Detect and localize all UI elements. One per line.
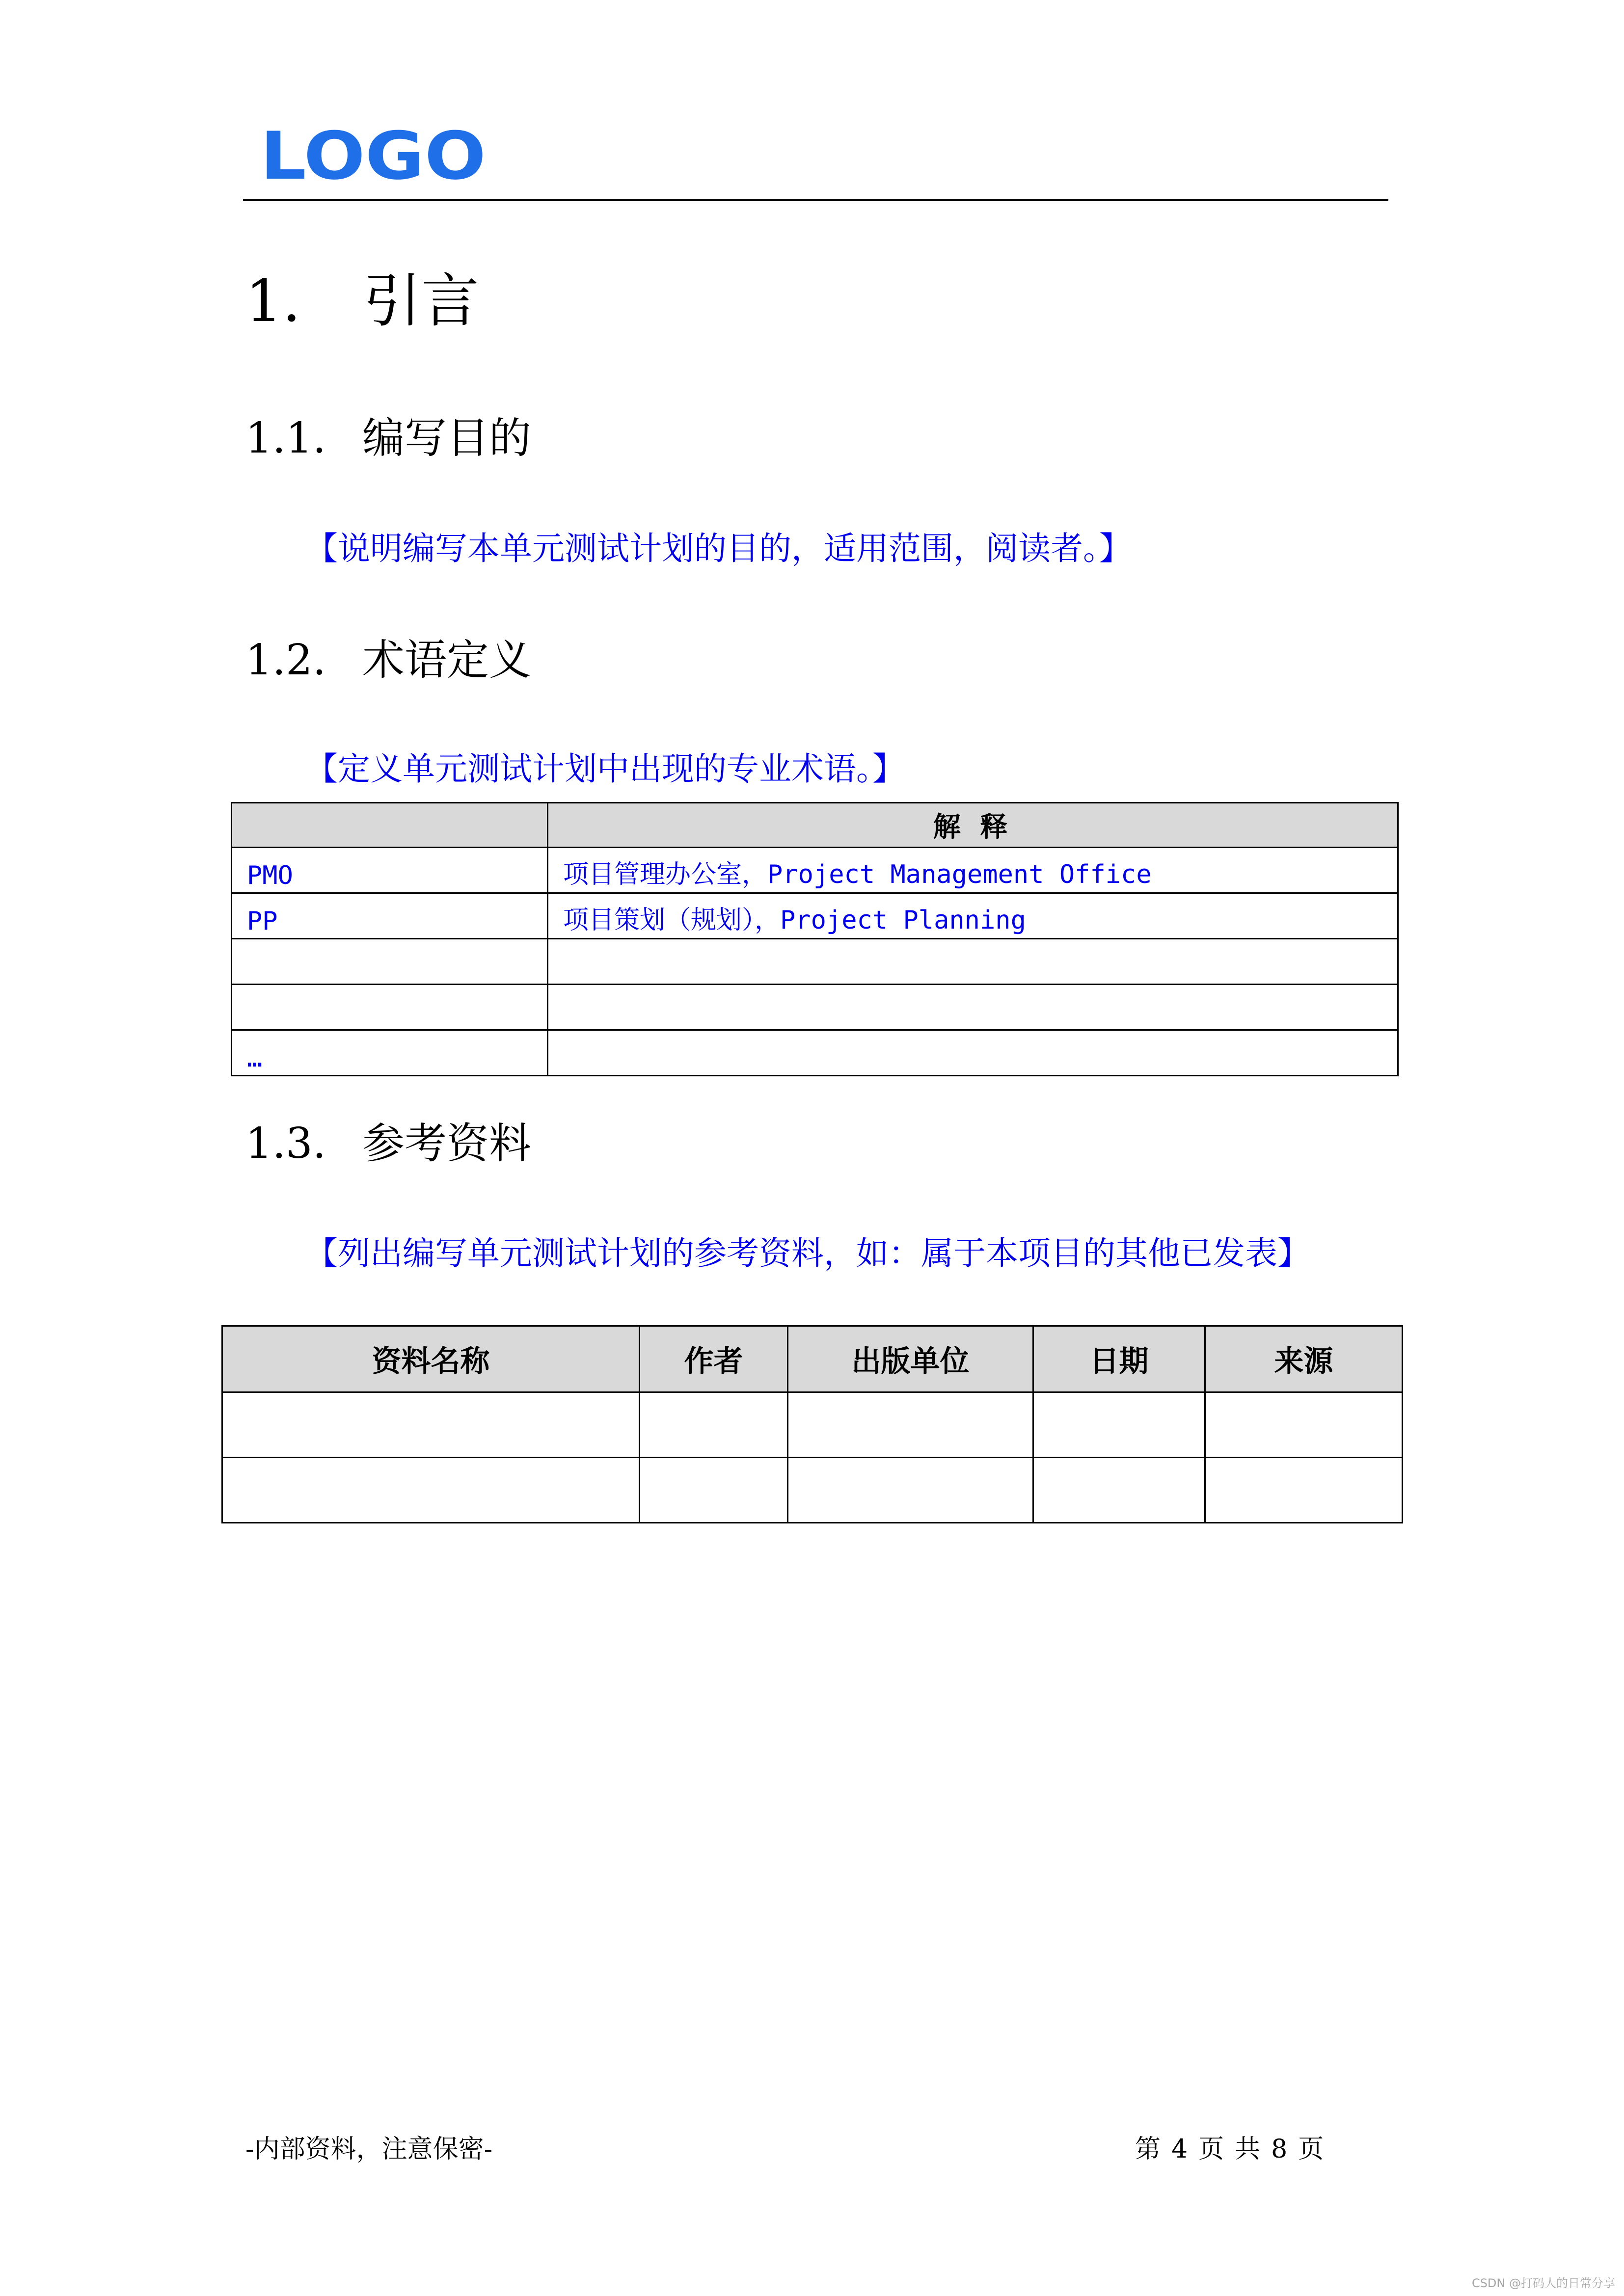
table-row — [232, 893, 1398, 939]
section-1-3-note: 【列出编写单元测试计划的参考资料，如：属于本项目的其他已发表】 — [305, 1234, 1310, 1272]
term-cell: PP — [232, 893, 548, 939]
table-cell — [1033, 1392, 1205, 1458]
terms-header-explanation: 解 释 — [548, 803, 1398, 848]
refs-header-name: 资料名称 — [222, 1326, 640, 1392]
page-current: 4 — [1171, 2135, 1188, 2164]
term-cell: … — [232, 1030, 548, 1076]
table-cell — [1205, 1392, 1403, 1458]
table-cell — [222, 1458, 640, 1523]
table-cell — [1033, 1458, 1205, 1523]
page-suffix: 页 — [1298, 2135, 1324, 2164]
section-1-2-number: 1.2. — [245, 636, 326, 685]
references-table-header-row — [222, 1326, 1403, 1392]
watermark: CSDN @打码人的日常分享 — [1471, 2276, 1615, 2290]
table-cell — [788, 1392, 1033, 1458]
explanation-cell — [548, 1030, 1398, 1076]
table-row — [232, 985, 1398, 1030]
refs-header-publisher: 出版单位 — [788, 1326, 1033, 1392]
references-table — [221, 1325, 1403, 1523]
table-row — [222, 1392, 1403, 1458]
section-1-1-number: 1.1. — [245, 414, 326, 463]
page-total: 8 — [1271, 2135, 1288, 2164]
table-cell — [788, 1458, 1033, 1523]
explanation-cell: 项目管理办公室，Project Management Office — [548, 848, 1398, 893]
explanation-cell — [548, 939, 1398, 985]
table-row — [222, 1458, 1403, 1523]
section-1-1-note: 【说明编写本单元测试计划的目的，适用范围，阅读者。】 — [305, 530, 1132, 567]
footer-page-number — [1135, 2132, 1334, 2166]
section-1-3-number: 1.3. — [245, 1119, 326, 1168]
section-1-1-heading — [245, 411, 531, 465]
page-mid: 页 — [1198, 2135, 1224, 2164]
refs-header-author: 作者 — [640, 1326, 788, 1392]
refs-header-date: 日期 — [1033, 1326, 1205, 1392]
section-1-3-title: 参考资料 — [362, 1119, 531, 1168]
footer-confidential: -内部资料，注意保密- — [245, 2135, 493, 2164]
header-rule — [243, 199, 1388, 201]
section-1-title: 引言 — [363, 267, 480, 335]
section-1-number: 1. — [245, 267, 301, 335]
section-1-1-title: 编写目的 — [362, 414, 531, 463]
terms-table — [231, 802, 1399, 1076]
term-cell — [232, 939, 548, 985]
logo-text: LOGO — [260, 127, 486, 186]
section-1-heading — [245, 264, 479, 338]
terms-table-header-row — [232, 803, 1398, 848]
page-total-prefix: 共 — [1235, 2135, 1261, 2164]
page-prefix: 第 — [1135, 2135, 1161, 2164]
section-1-2-heading — [245, 633, 531, 687]
table-cell — [222, 1392, 640, 1458]
table-cell — [640, 1458, 788, 1523]
table-cell — [640, 1392, 788, 1458]
table-row — [232, 848, 1398, 893]
table-row — [232, 939, 1398, 985]
term-cell — [232, 985, 548, 1030]
section-1-3-heading — [245, 1117, 531, 1171]
term-cell: PMO — [232, 848, 548, 893]
explanation-cell: 项目策划（规划），Project Planning — [548, 893, 1398, 939]
refs-header-source: 来源 — [1205, 1326, 1403, 1392]
table-row — [232, 1030, 1398, 1076]
section-1-2-note: 【定义单元测试计划中出现的专业术语。】 — [305, 750, 905, 788]
terms-header-term — [232, 803, 548, 848]
explanation-cell — [548, 985, 1398, 1030]
section-1-2-title: 术语定义 — [362, 636, 531, 685]
logo — [260, 127, 486, 186]
table-cell — [1205, 1458, 1403, 1523]
